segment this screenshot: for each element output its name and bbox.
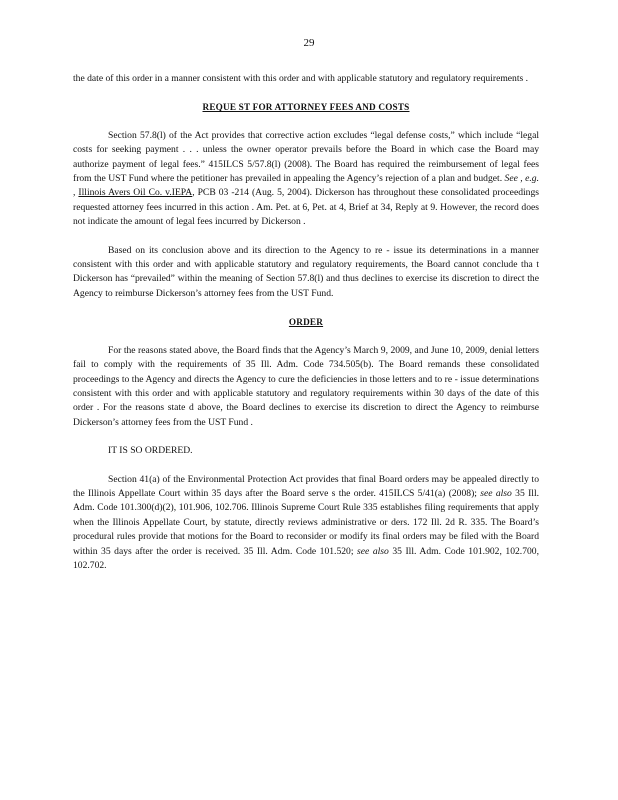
appeal-text-a: Section 41(a) of the Environmental Protection Act provides that final Board orders may be appealed directly to the Illinois Appellate Court within 35 days after the Board serve s the order. 415ILCS 5/41(a) (2008); <box>73 473 539 499</box>
fees-text-a: Section 57.8(l) of the Act provides that corrective action excludes “legal defense costs,” which include “legal costs for seeking payment . . . unless the owner operator prevails before the Board in which case the Board may authorize payment of legal fees.” 415ILCS 5/57.8(l) (2008). The Board has required the reimbursement of legal fees from the UST Fund where the petitioner has prevailed in appealing the Agency’s rejection of a plan and budget. <box>73 129 539 185</box>
fees-text-b: , PCB 03 -214 (Aug. 5, 2004). Dickerson has throughout these consolidated proceedings requested attorney fees incurred in this action . Am. Pet. at 6, Pet. at 4, Brief at 34, Reply at 9. However, the record does not indicate the amount of legal fees incurred by Dickerson . <box>73 187 539 228</box>
see-eg-signal: See , e.g. , <box>73 173 539 199</box>
appeal-text-b: 35 Ill. Adm. Code 101.300(d)(2), 101.906, 102.706. Illinois Supreme Court Rule 335 establishes filing requirements that apply when the Illinois Appellate Court, by statute, directly reviews administrative or ders. 172 Ill. 2d R. 335. The Board’s procedural rules provide that motions for the Board to reconsider or modify its final orders may be filed with the Board within 35 days after the order is received. 35 Ill. Adm. Code 101.520; <box>73 487 540 557</box>
case-citation: Illinois Avers Oil Co. v.IEPA <box>78 187 193 199</box>
see-also-signal-1: see also <box>480 487 512 499</box>
appeal-paragraph <box>73 473 539 574</box>
conclusion-paragraph: Based on its conclusion above and its direction to the Agency to re - issue its determinations in a manner consistent with this order and with applicable statutory and regulatory requirements, the Board cannot conclude tha t Dickerson has “prevailed” within the meaning of Section 57.8(l) and thus declines to exercise its discretion to direct the Agency to reimburse Dickerson’s attorney fees from the UST Fund. <box>73 244 539 299</box>
section-heading-fees: REQUE ST FOR ATTORNEY FEES AND COSTS <box>202 102 410 113</box>
page-number: 29 <box>303 37 315 49</box>
fees-paragraph <box>73 129 539 230</box>
so-ordered: IT IS SO ORDERED. <box>108 445 193 457</box>
page-body <box>73 72 539 573</box>
appeal-text-c: 35 Ill. Adm. Code 101.902, 102.700, 102.702. <box>73 545 539 571</box>
continuation-paragraph: the date of this order in a manner consistent with this order and with applicable statutory and regulatory requirements . <box>73 73 529 84</box>
see-also-signal-2: see also <box>357 545 389 557</box>
section-heading-order: ORDER <box>288 317 324 328</box>
order-paragraph: For the reasons stated above, the Board finds that the Agency’s March 9, 2009, and June 10, 2009, denial letters fail to comply with the requirements of 35 Ill. Adm. Code 734.505(b). The Board remands these consolidated proceedings to the Agency and directs the Agency to cure the deficiencies in those letters and to re - issue determinations consistent with this order and with applicable statutory and regulatory requirements within 30 days of the date of this order . For the reasons state d above, the Board declines to exercise its discretion to direct the Agency to reimburse Dickerson’s attorney fees from the UST Fund . <box>73 344 539 428</box>
